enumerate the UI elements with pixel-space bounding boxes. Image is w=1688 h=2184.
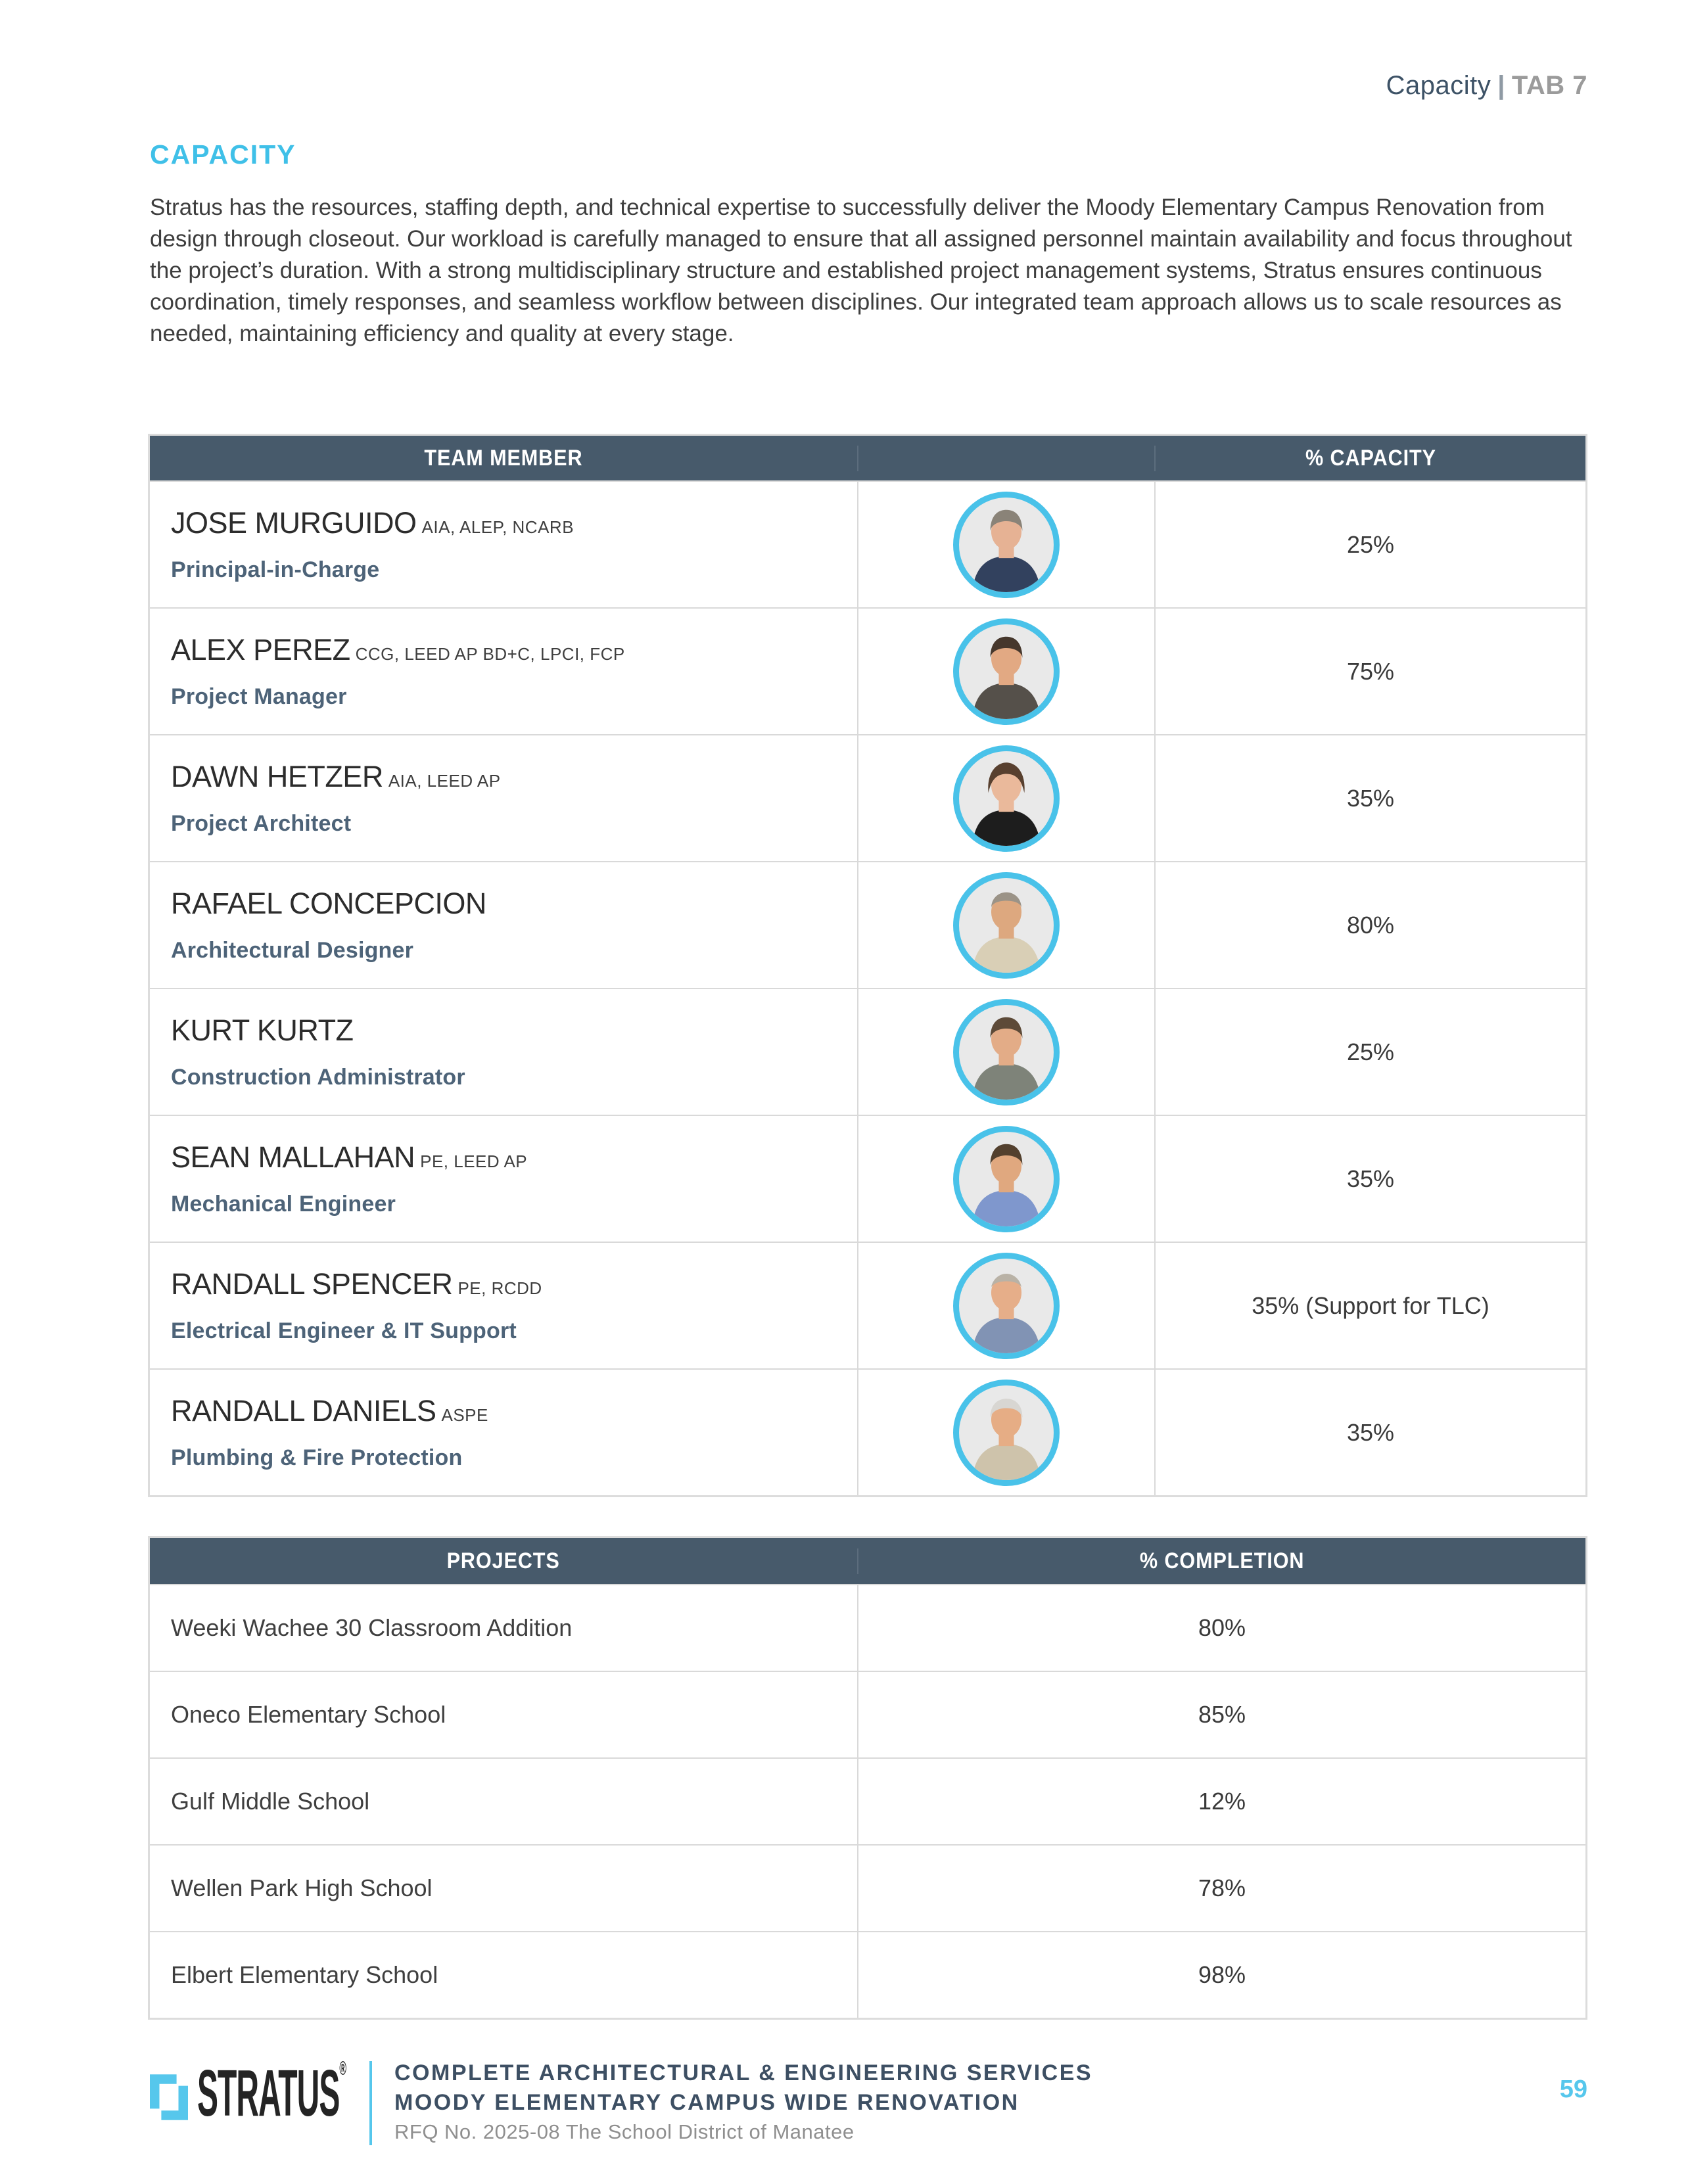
capacity-value: 75% [1346, 657, 1395, 685]
footer-divider [369, 2061, 372, 2145]
photo-cell [858, 862, 1156, 988]
stratus-logo-wordmark: STRATUS® [197, 2056, 346, 2130]
table-row [150, 1671, 1585, 1757]
completion-value: 12% [1198, 1788, 1246, 1815]
member-name-line [171, 1267, 857, 1301]
table-row [150, 1115, 1585, 1242]
member-role: Construction Administrator [171, 1065, 465, 1090]
table-row [150, 734, 1585, 861]
member-credentials: CCG, LEED AP BD+C, LPCI, FCP [355, 644, 625, 664]
member-headshot [953, 999, 1060, 1105]
project-name: Gulf Middle School [150, 1759, 858, 1844]
member-credentials: PE, RCDD [457, 1278, 542, 1298]
member-role: Principal-in-Charge [171, 557, 380, 582]
table-row [150, 607, 1585, 734]
member-name-line [171, 887, 857, 921]
avatar-illustration [959, 751, 1054, 846]
team-capacity-table [148, 434, 1587, 1497]
member-name: RANDALL DANIELS [171, 1394, 436, 1428]
member-name-line [171, 1394, 857, 1428]
completion-value: 80% [1198, 1614, 1246, 1641]
capacity-value: 25% [1346, 530, 1395, 558]
member-headshot [953, 872, 1060, 979]
capacity-value: 35% [1346, 784, 1395, 812]
photo-cell [858, 482, 1156, 607]
member-cell [150, 1116, 858, 1242]
capacity-value: 80% [1346, 911, 1395, 939]
running-header-section: Capacity [1386, 71, 1491, 100]
photo-cell [858, 735, 1156, 861]
stratus-logo-icon [150, 2068, 188, 2127]
avatar-illustration [959, 498, 1054, 592]
member-headshot [953, 618, 1060, 725]
member-role: Project Architect [171, 811, 352, 836]
member-name: ALEX PEREZ [171, 633, 350, 666]
member-name-line [171, 1013, 857, 1048]
avatar-illustration [959, 624, 1054, 719]
completion-value: 85% [1198, 1701, 1246, 1728]
table-row [150, 1368, 1585, 1495]
avatar-illustration [959, 1385, 1054, 1480]
projects-table-header-completion: % COMPLETION [1139, 1548, 1305, 1573]
projects-table-header-row [150, 1538, 1585, 1584]
member-role: Mechanical Engineer [171, 1192, 396, 1217]
capacity-value: 35% (Support for TLC) [1252, 1291, 1489, 1319]
member-headshot [953, 492, 1060, 598]
photo-cell [858, 609, 1156, 734]
team-table-header-photo [858, 446, 1156, 471]
avatar-illustration [959, 1259, 1054, 1353]
avatar-shoulders [972, 1063, 1041, 1100]
projects-completion-table [148, 1536, 1587, 2020]
member-cell [150, 482, 858, 607]
member-cell [150, 735, 858, 861]
footer-line-project: MOODY ELEMENTARY CAMPUS WIDE RENOVATION [394, 2090, 1020, 2115]
member-name: RANDALL SPENCER [171, 1267, 453, 1301]
completion-value: 98% [1198, 1961, 1246, 1988]
table-row [150, 1584, 1585, 1671]
member-role: Electrical Engineer & IT Support [171, 1318, 517, 1343]
photo-cell [858, 1370, 1156, 1495]
project-name: Weeki Wachee 30 Classroom Addition [150, 1585, 858, 1671]
running-header-tab: TAB 7 [1511, 71, 1587, 100]
page-title: CAPACITY [150, 139, 296, 170]
member-headshot [953, 1253, 1060, 1359]
team-table-header-capacity: % CAPACITY [1305, 445, 1436, 471]
avatar-shoulders [972, 937, 1041, 973]
avatar-illustration [959, 1132, 1054, 1226]
member-credentials: AIA, LEED AP [388, 771, 501, 791]
footer-text-block [394, 2058, 1092, 2147]
running-header [1386, 71, 1587, 101]
intro-paragraph: Stratus has the resources, staffing depth, and technical expertise to successfully deliver the Moody Elementary Campus Renovation from design through closeout. Our workload is carefully managed to ensure that all assigned personnel maintain availability and focus throughout the project’s duration. With a strong multidisciplinary structure and established project management systems, Stratus ensures continuous coordination, timely responses, and seamless workflow between disciplines. Our integrated team approach allows us to scale resources as needed, maintaining efficiency and quality at every stage. [150, 195, 1572, 346]
team-table-header-row [150, 436, 1585, 480]
member-cell [150, 862, 858, 988]
avatar-shoulders [972, 1190, 1041, 1226]
photo-cell [858, 989, 1156, 1115]
member-role: Plumbing & Fire Protection [171, 1445, 463, 1470]
avatar-shoulders [972, 683, 1041, 719]
member-cell [150, 609, 858, 734]
member-cell [150, 1243, 858, 1368]
member-name-line [171, 506, 857, 540]
member-name-line [171, 1140, 857, 1174]
member-name: SEAN MALLAHAN [171, 1140, 415, 1174]
member-name: RAFAEL CONCEPCION [171, 887, 486, 920]
member-role: Architectural Designer [171, 938, 414, 963]
member-cell [150, 989, 858, 1115]
table-row [150, 988, 1585, 1115]
projects-table-header-project: PROJECTS [150, 1548, 858, 1574]
project-name: Elbert Elementary School [150, 1932, 858, 2018]
table-row [150, 1242, 1585, 1368]
member-headshot [953, 745, 1060, 852]
member-name-line [171, 760, 857, 794]
table-row [150, 1844, 1585, 1931]
member-headshot [953, 1380, 1060, 1486]
photo-cell [858, 1116, 1156, 1242]
footer-line-services: COMPLETE ARCHITECTURAL & ENGINEERING SERVICES [394, 2060, 1093, 2085]
avatar-shoulders [972, 1317, 1041, 1353]
member-name: KURT KURTZ [171, 1013, 354, 1047]
footer-line-rfq: RFQ No. 2025-08 The School District of Manatee [394, 2120, 855, 2143]
member-role: Project Manager [171, 684, 347, 709]
capacity-value: 35% [1346, 1418, 1395, 1446]
page-footer [150, 2058, 1587, 2164]
table-row [150, 1757, 1585, 1844]
member-headshot [953, 1126, 1060, 1232]
table-row [150, 1931, 1585, 2018]
capacity-value: 35% [1346, 1165, 1395, 1192]
member-name: DAWN HETZER [171, 760, 383, 793]
team-table-header-member: TEAM MEMBER [150, 446, 858, 471]
page-number: 59 [1559, 2076, 1587, 2103]
avatar-illustration [959, 1005, 1054, 1100]
avatar-shoulders [972, 1444, 1041, 1480]
member-credentials: PE, LEED AP [420, 1151, 528, 1171]
completion-value: 78% [1198, 1874, 1246, 1901]
registered-mark: ® [339, 2058, 346, 2079]
photo-cell [858, 1243, 1156, 1368]
table-row [150, 480, 1585, 607]
table-row [150, 861, 1585, 988]
avatar-illustration [959, 878, 1054, 973]
capacity-value: 25% [1346, 1038, 1395, 1065]
member-credentials: ASPE [441, 1405, 488, 1425]
avatar-shoulders [972, 810, 1041, 846]
member-name: JOSE MURGUIDO [171, 506, 417, 540]
member-credentials: AIA, ALEP, NCARB [421, 517, 574, 537]
project-name: Oneco Elementary School [150, 1672, 858, 1757]
member-cell [150, 1370, 858, 1495]
running-header-separator: | [1497, 71, 1505, 100]
member-name-line [171, 633, 857, 667]
avatar-shoulders [972, 556, 1041, 592]
project-name: Wellen Park High School [150, 1846, 858, 1931]
